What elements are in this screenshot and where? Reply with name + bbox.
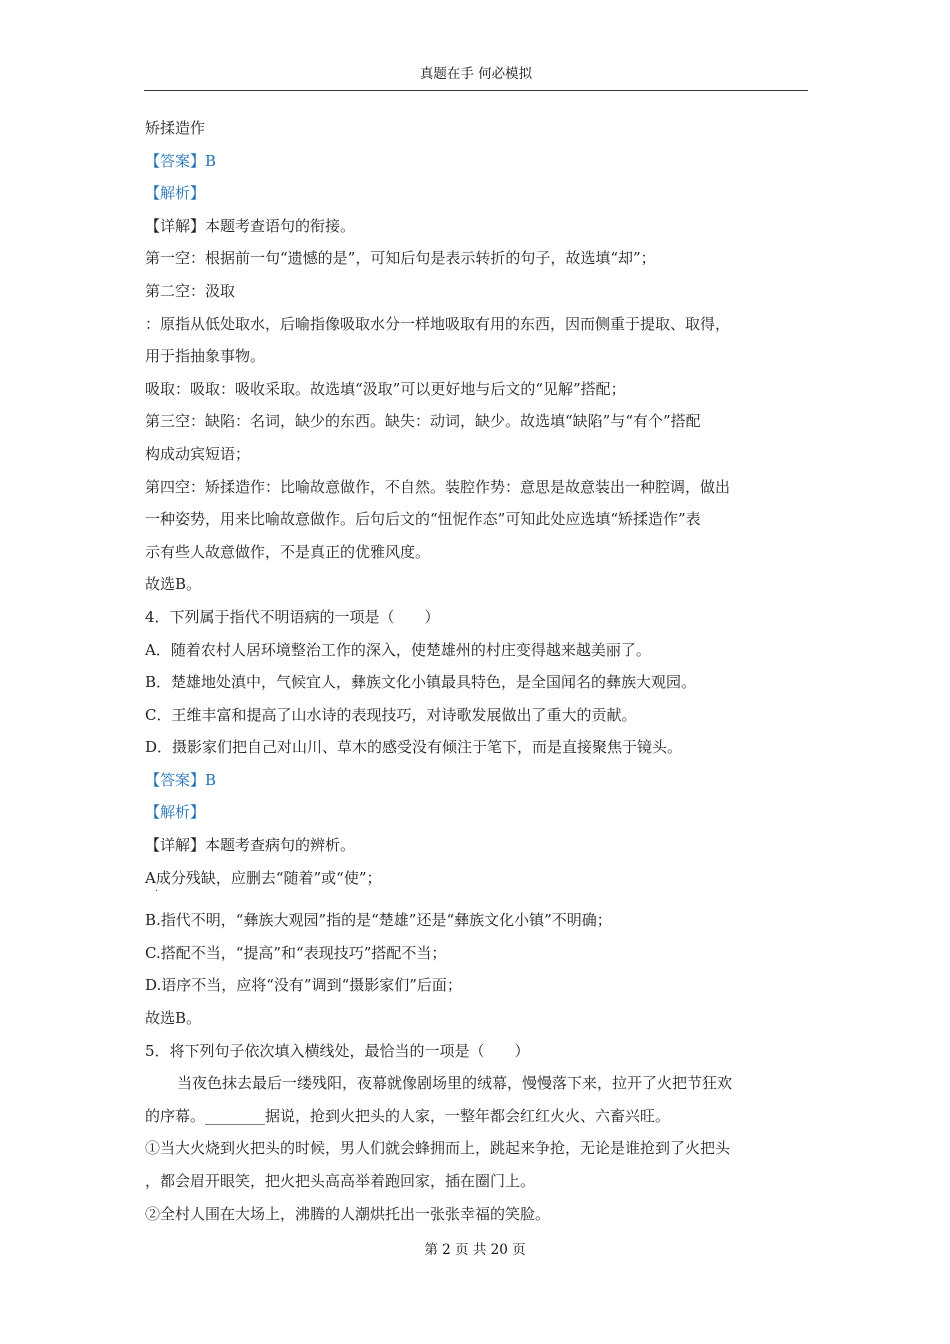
text-line: 一种姿势，用来比喻故意做作。后句后文的“忸怩作态”可知此处应选填“矫揉造作”表 [145, 510, 701, 529]
question-5-sentence-1: ①当大火烧到火把头的时候，男人们就会蜂拥而上，跳起来争抢，无论是谁抢到了火把头 [145, 1139, 731, 1158]
question-4-option-c: C．王维丰富和提高了山水诗的表现技巧，对诗歌发展做出了重大的贡献。 [145, 705, 637, 724]
question-4-option-d: D．摄影家们把自己对山川、草木的感受没有倾注于笔下，而是直接聚焦于镜头。 [145, 738, 683, 757]
stray-dot: · [155, 886, 159, 898]
page-footer [0, 1240, 950, 1260]
question-4-stem: 4．下列属于指代不明语病的一项是（ ） [145, 607, 440, 626]
text-line: D.语序不当，应将“没有”调到“摄影家们”后面； [145, 976, 462, 995]
document-body [145, 112, 805, 1230]
text-line: 第三空：缺陷：名词，缺少的东西。缺失：动词，缺少。故选填“缺陷”与“有个”搭配 [145, 412, 701, 431]
stray-mark [145, 886, 805, 904]
header-title: 真题在手 何必模拟 [419, 66, 533, 82]
text-line: 构成动宾短语； [145, 444, 251, 463]
text-line: 吸取：吸取：吸收采取。故选填“汲取”可以更好地与后文的“见解”搭配； [145, 379, 626, 398]
text-line: A成分残缺，应删去“随着”或“使”； [145, 868, 382, 887]
text-line: 【详解】本题考查语句的衔接。 [145, 216, 356, 235]
text-line: 矫揉造作 [145, 119, 206, 137]
text-line: ：原指从低处取水，后喻指像吸取水分一样地吸取有用的东西，因而侧重于提取、取得， [145, 314, 731, 333]
question-5-passage: 当夜色抹去最后一缕残阳，夜幕就像剧场里的绒幕，慢慢落下来，拉开了火把节狂欢 [177, 1074, 733, 1093]
text-line: 故选B。 [145, 1009, 202, 1028]
text-line: 示有些人故意做作，不是真正的优雅风度。 [145, 542, 431, 561]
answer-tag: 【答案】B [145, 151, 217, 170]
page-header [144, 64, 808, 91]
text-line: 第四空：矫揉造作：比喻故意做作，不自然。装腔作势：意思是故意装出一种腔调，做出 [145, 477, 731, 496]
question-5-sentence-2: ②全村人围在大场上，沸腾的人潮烘托出一张张幸福的笑脸。 [145, 1204, 551, 1223]
question-4-option-a: A．随着农村人居环境整治工作的深入，使楚雄州的村庄变得越来越美丽了。 [145, 640, 651, 659]
text-line: 用于指抽象事物。 [145, 347, 266, 366]
page-number: 第 2 页 共 20 页 [424, 1242, 526, 1258]
answer-tag: 【答案】B [145, 770, 217, 789]
text-line: B.指代不明，“彝族大观园”指的是“楚雄”还是“彝族文化小镇”不明确； [145, 911, 612, 930]
text-line: 故选B。 [145, 575, 202, 594]
question-5-passage: 的序幕。________据说，抢到火把头的人家，一整年都会红红火火、六畜兴旺。 [145, 1106, 671, 1125]
text-line: 【详解】本题考查病句的辨析。 [145, 836, 356, 855]
question-4-option-b: B．楚雄地处滇中，气候宜人，彝族文化小镇最具特色，是全国闻名的彝族大观园。 [145, 673, 697, 692]
text-line: 第二空：汲取 [145, 281, 236, 300]
text-line: 第一空：根据前一句“遗憾的是”，可知后句是表示转折的句子，故选填“却”； [145, 249, 656, 268]
analysis-tag: 【解析】 [145, 184, 206, 203]
text-line: C.搭配不当，“提高”和“表现技巧”搭配不当； [145, 943, 447, 962]
question-5-stem: 5．将下列句子依次填入横线处，最恰当的一项是（ ） [145, 1041, 530, 1060]
analysis-tag: 【解析】 [145, 803, 206, 822]
question-5-sentence-1: ，都会眉开眼笑，把火把头高高举着跑回家，插在圈门上。 [145, 1172, 536, 1190]
